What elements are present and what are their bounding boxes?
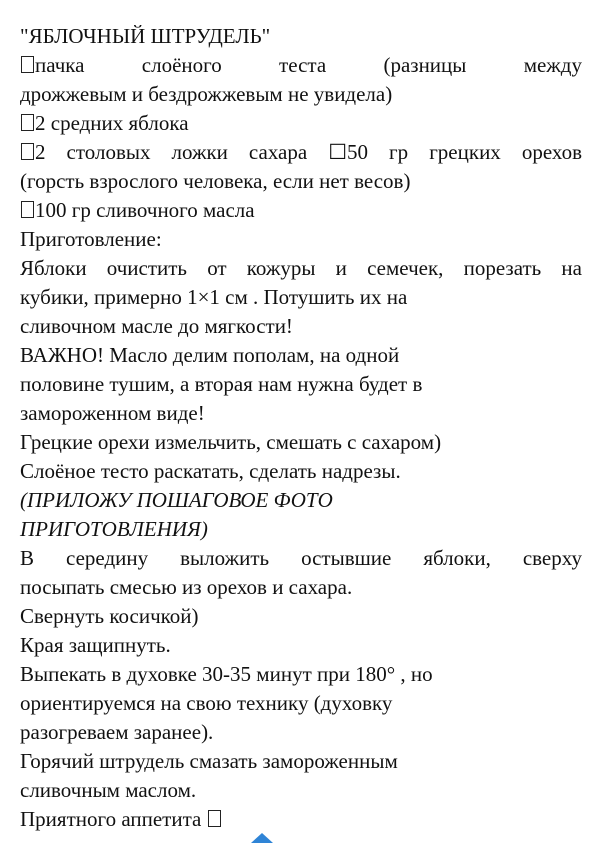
text-cursor-handle-icon[interactable] xyxy=(251,833,273,843)
word: грецких xyxy=(429,140,501,164)
checkbox-glyph xyxy=(21,56,34,73)
word: В xyxy=(20,546,35,570)
word: середину xyxy=(66,546,149,570)
step-6-line-1 xyxy=(20,544,582,573)
prep-heading: Приготовление: xyxy=(20,227,162,251)
word: порезать xyxy=(463,256,542,280)
ingredient-1-continuation: дрожжевым и бездрожжевым не увидела) xyxy=(20,82,393,106)
step-6-line-2: посыпать смесью из орехов и сахара. xyxy=(20,575,353,599)
word: Яблоки xyxy=(20,256,87,280)
word: гр xyxy=(389,140,409,164)
word: (разницы xyxy=(383,53,467,77)
word-with-box xyxy=(20,51,85,80)
word: семечек, xyxy=(367,256,444,280)
word: 2 xyxy=(35,140,46,164)
recipe-title: "ЯБЛОЧНЫЙ ШТРУДЕЛЬ" xyxy=(20,24,271,48)
word: орехов xyxy=(521,140,582,164)
step-1-line-1 xyxy=(20,254,582,283)
step-9-line-1: Выпекать в духовке 30-35 минут при 180° , но xyxy=(20,662,433,686)
word: от xyxy=(207,256,227,280)
word: теста xyxy=(279,53,327,77)
word-with-box xyxy=(20,138,46,167)
ingredient-1-line xyxy=(20,51,582,80)
ingredient-2 xyxy=(20,109,582,138)
emoji-placeholder-glyph xyxy=(208,810,221,827)
step-8: Края защипнуть. xyxy=(20,633,171,657)
ingredient-4-text: 100 гр сливочного масла xyxy=(35,198,255,222)
word: выложить xyxy=(180,546,270,570)
word: остывшие xyxy=(301,546,392,570)
step-9-line-3: разогреваем заранее). xyxy=(20,720,214,744)
step-2-line-1: ВАЖНО! Масло делим пополам, на одной xyxy=(20,343,400,367)
word: яблоки, xyxy=(423,546,491,570)
step-3: Грецкие орехи измельчить, смешать с сахаром) xyxy=(20,430,442,454)
word: сверху xyxy=(522,546,582,570)
word: столовых xyxy=(66,140,151,164)
word: на xyxy=(561,256,582,280)
checkbox-glyph xyxy=(21,143,34,160)
word: очистить xyxy=(106,256,188,280)
word: и xyxy=(335,256,347,280)
checkbox-glyph xyxy=(21,201,34,218)
step-2-line-2: половине тушим, а вторая нам нужна будет в xyxy=(20,372,423,396)
word: ложки xyxy=(171,140,228,164)
word: сахара xyxy=(248,140,308,164)
step-9-line-2: ориентируемся на свою технику (духовку xyxy=(20,691,393,715)
ingredient-2-text: 2 средних яблока xyxy=(35,111,189,135)
step-10-line-1: Горячий штрудель смазать замороженным xyxy=(20,749,398,773)
photo-note-line-1: (ПРИЛОЖУ ПОШАГОВОЕ ФОТО xyxy=(20,488,333,512)
closing-line xyxy=(20,805,582,834)
step-1-line-3: сливочном масле до мягкости! xyxy=(20,314,293,338)
step-1-line-2: кубики, примерно 1×1 см . Потушить их на xyxy=(20,285,408,309)
ingredient-3-continuation: (горсть взрослого человека, если нет весов) xyxy=(20,169,411,193)
ingredient-3-line xyxy=(20,138,582,167)
checkbox-glyph xyxy=(21,114,34,131)
word: пачка xyxy=(35,53,85,77)
recipe-document xyxy=(20,22,582,834)
step-4: Слоёное тесто раскатать, сделать надрезы. xyxy=(20,459,401,483)
photo-note-line-2: ПРИГОТОВЛЕНИЯ) xyxy=(20,517,208,541)
step-10-line-2: сливочным маслом. xyxy=(20,778,197,802)
ingredient-4 xyxy=(20,196,582,225)
closing-text: Приятного аппетита xyxy=(20,807,202,831)
word: ☐50 xyxy=(328,140,369,164)
word: между xyxy=(523,53,582,77)
step-7: Свернуть косичкой) xyxy=(20,604,199,628)
step-2-line-3: замороженном виде! xyxy=(20,401,205,425)
word: слоёного xyxy=(141,53,222,77)
word: кожуры xyxy=(246,256,316,280)
